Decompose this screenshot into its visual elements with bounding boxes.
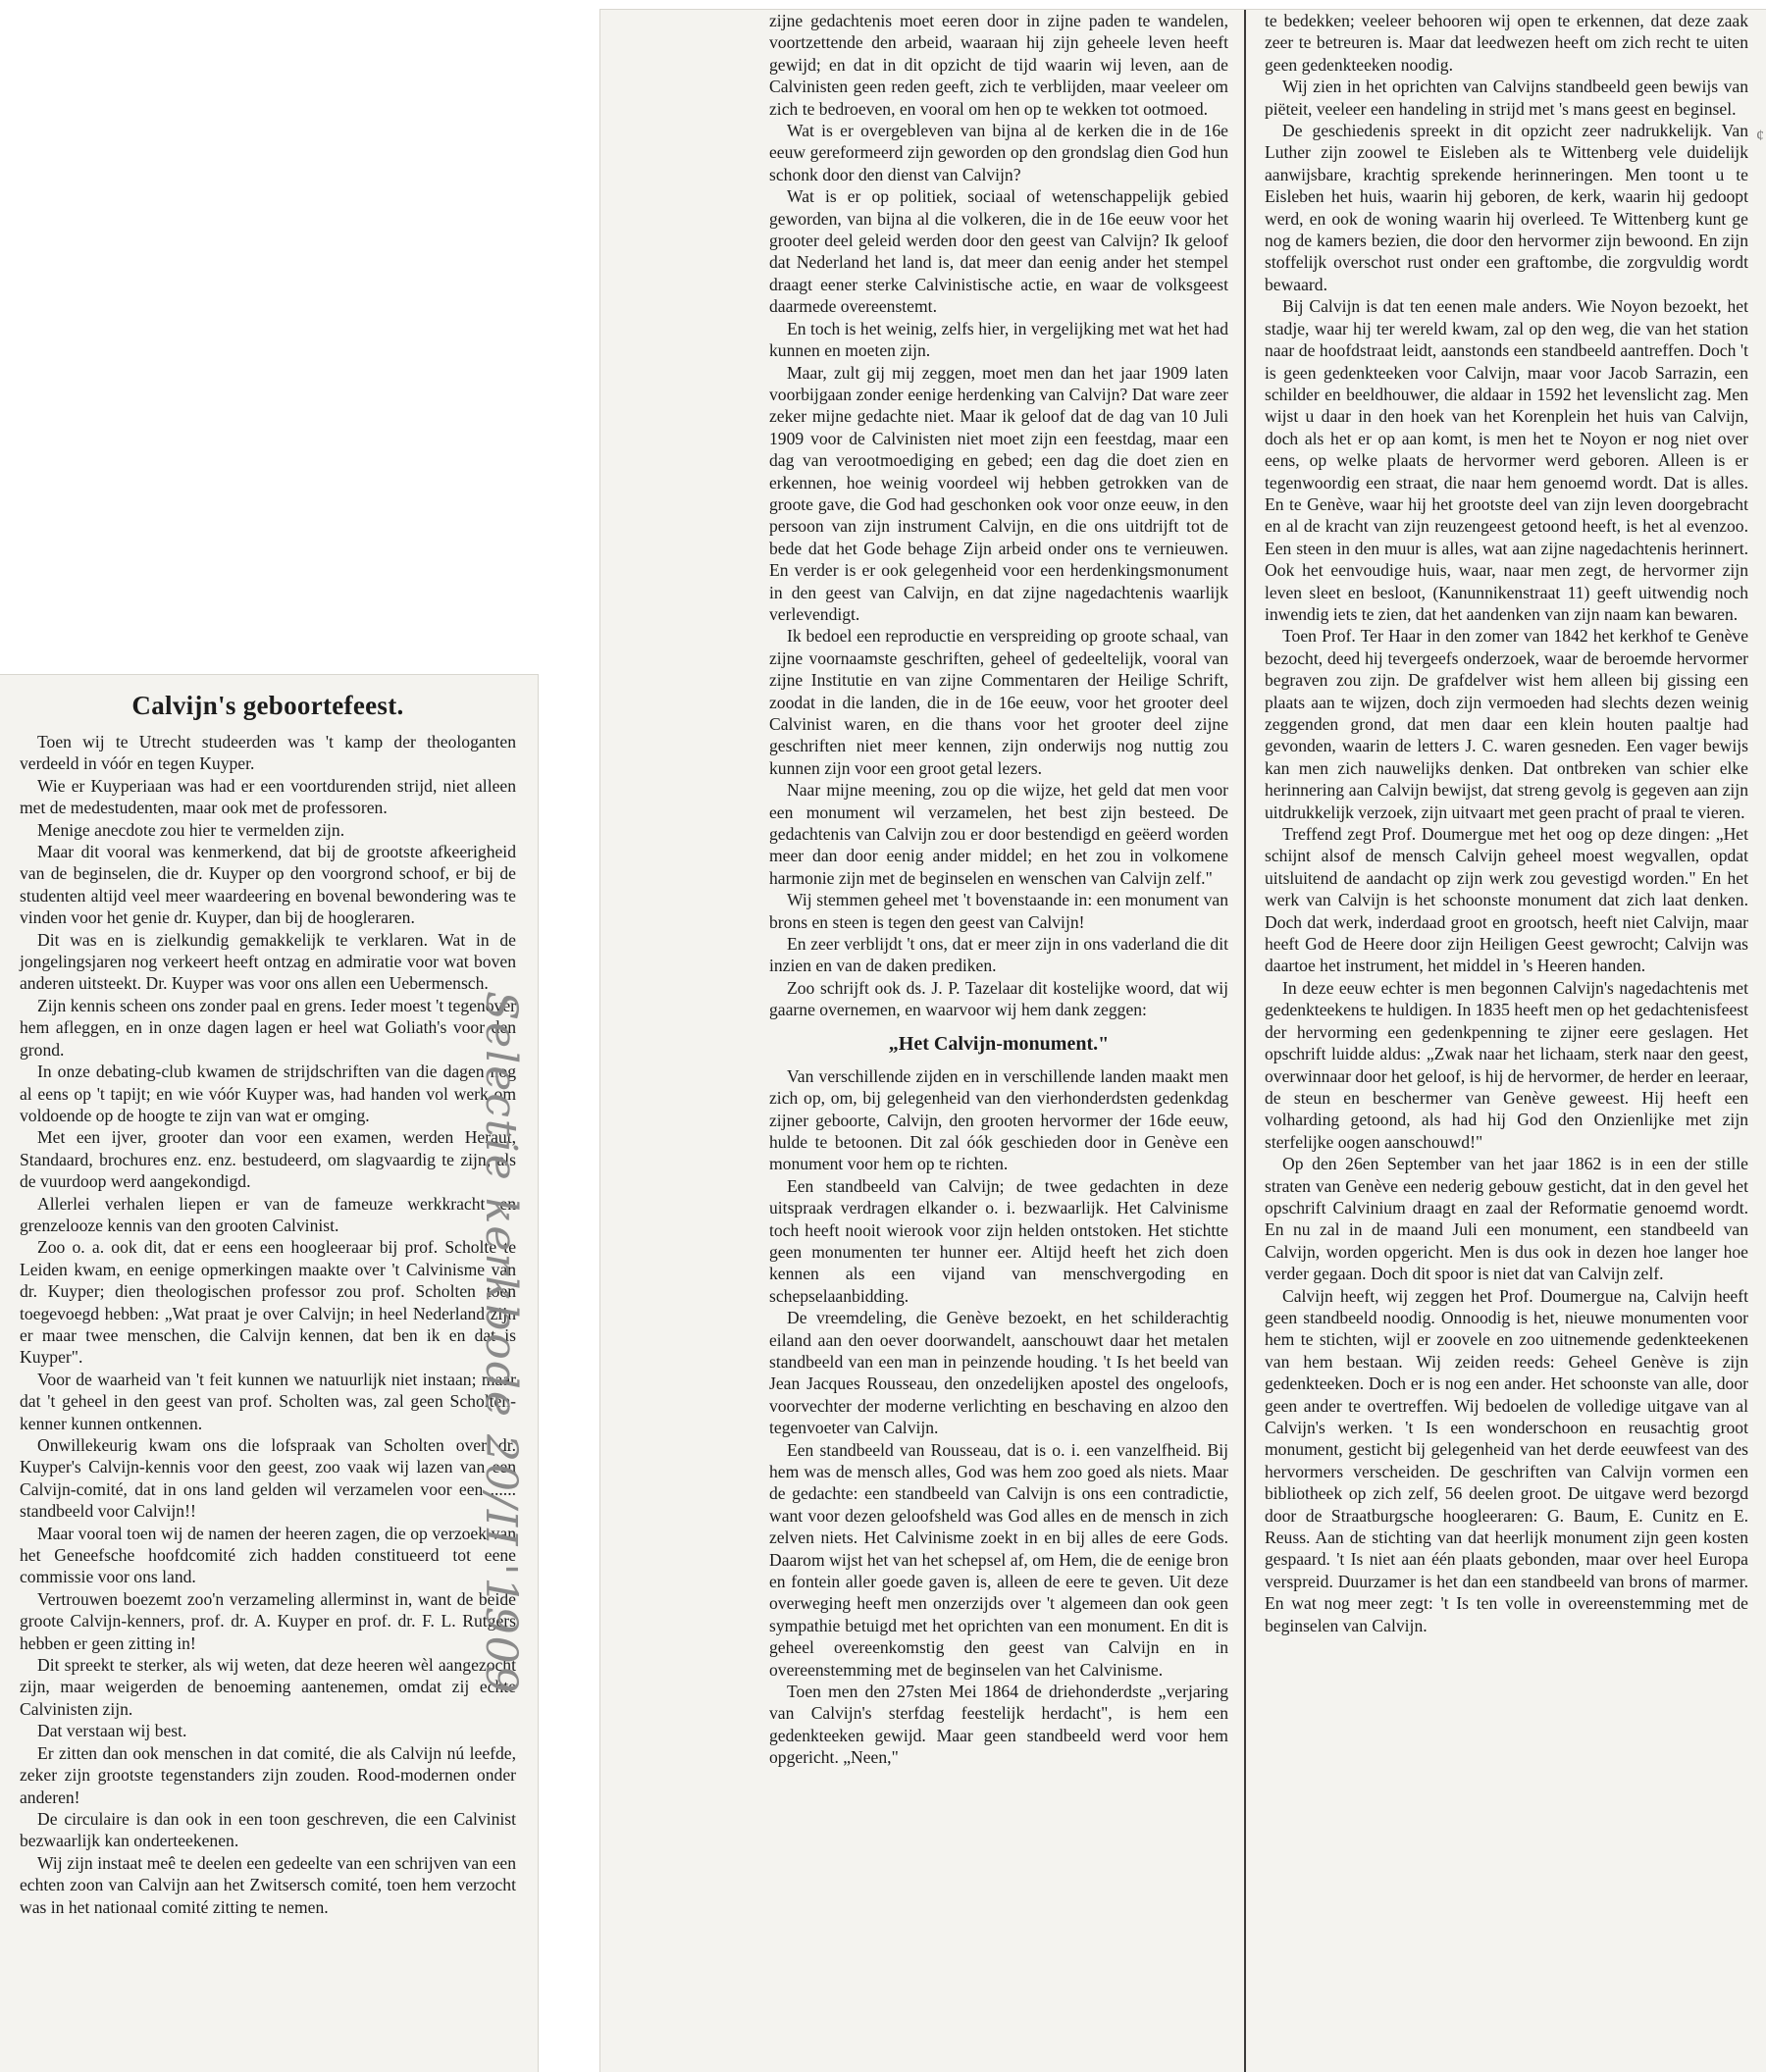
paragraph: En zeer verblijdt 't ons, dat er meer zijn in ons vaderland die dit inzien en van de daken prediken. xyxy=(769,934,1228,976)
paragraph: En toch is het weinig, zelfs hier, in vergelijking met wat het had kunnen en moeten zijn. xyxy=(769,318,1228,361)
paragraph: Op den 26en September van het jaar 1862 is in een der stille straten van Genève een nederig gebouw gesticht, dat in den gevel het opschrift Calvinium draagt en zaal der Reformatie genoemd wordt. En nu zal in de maand Juli een monument, een standbeeld van Calvijn, worden opgericht. Men is dus ook in dezen hoe langer hoe verder gegaan. Doch dit spoor is niet dat van Calvijn zelf. xyxy=(1265,1154,1748,1284)
paragraph: Maar vooral toen wij de namen der heeren zagen, die op verzoek van het Geneefsche hoofdcomité zich hadden constitueerd tot eene commissie voor ons land. xyxy=(20,1523,516,1587)
paragraph: Toen wij te Utrecht studeerden was 't kamp der theologanten verdeeld in vóór en tegen Kuyper. xyxy=(20,732,516,774)
left-article-body xyxy=(20,731,516,1918)
paragraph: In onze debating-club kwamen de strijdschriften van die dagen nog al eens op 't tapijt; en wie vóór Kuyper was, had handen vol werk om voldoende op de hoogte te zijn van wat er omging. xyxy=(20,1062,516,1125)
paragraph: Wie er Kuyperiaan was had er een voortdurenden strijd, niet alleen met de medestudenten, maar ook met de professoren. xyxy=(20,775,516,818)
paragraph: Zijn kennis scheen ons zonder paal en grens. Ieder moest 't tegenover hem afleggen, en in onze dagen lagen er heel wat Goliath's voor den grond. xyxy=(20,995,516,1060)
right-column xyxy=(1253,10,1758,2072)
paragraph: Onwillekeurig kwam ons die lofspraak van Scholten over dr. Kuyper's Calvijn-kennis voor den geest, zoo vaak wij lazen van een Calvijn-comité, dat in ons land gelden wil verzamelen voor een ...... standbeeld voor Calvijn!! xyxy=(20,1435,516,1522)
middle-column xyxy=(757,10,1238,2072)
left-clipping xyxy=(0,675,538,2072)
paragraph: Wat is er overgebleven van bijna al de kerken die in de 16e eeuw gereformeerd zijn geworden op den grondslag dien God hun schonk door den dienst van Calvijn? xyxy=(769,121,1228,184)
paragraph: In deze eeuw echter is men begonnen Calvijn's nagedachtenis met gedenkteekens te huldigen. In 1835 heeft men op het gedachtenisfeest der hervorming een gedenkpenning te zijner eere geslagen. Het opschrift luidde aldus: „Zwak naar het lichaam, sterk naar den geest, overwinnaar door het geloof, is hij de hervormer, de herder en leeraar, de steun en beschermer van Genève geweest. Hij heeft een volharding getoond, als had hij God den Onzienlijke met zijn sterfelijke oogen aanschouwd!" xyxy=(1265,977,1748,1152)
paragraph: De vreemdeling, die Genève bezoekt, en het schilderachtig eiland aan den oever doorwandelt, aanschouwt daar het metalen standbeeld van een man in peinzende houding. 't Is het beeld van Jean Jacques Rousseau, den onzedelijken apostel des ongeloofs, voorvechter der moderne verlichting en beschaving en alzoo den tegenvoeter van Calvijn. xyxy=(769,1308,1228,1438)
middle-column-body-top xyxy=(769,10,1228,1021)
paragraph: Allerlei verhalen liepen er van de fameuze werkkracht en grenzelooze kennis van den grooten Calvinist. xyxy=(20,1193,516,1235)
paragraph: Voor de waarheid van 't feit kunnen we natuurlijk niet instaan; maar dat 't geheel in den geest van prof. Scholten was, zal geen Scholten-kenner kunnen ontkennen. xyxy=(20,1369,516,1433)
paragraph: Maar dit vooral was kenmerkend, dat bij de grootste afkeerigheid van de beginselen, die dr. Kuyper op den voorgrond schoof, er bij de studenten altijd veel meer waardeering en bovenal bewondering was te vinden voor het genie dr. Kuyper, dan bij de hoogleraren. xyxy=(20,842,516,928)
right-column-body xyxy=(1265,10,1748,1636)
paragraph: zijne gedachtenis moet eeren door in zijne paden te wandelen, voortzettende den arbeid, waaraan hij zijn geheele leven heeft gewijd; en dat in dit opzicht de tijd waarin wij leven, aan de Calvinisten geen reden geeft, zich te verblijden, maar veeleer om zich te bedroeven, en vooral om hen op te wekken tot ootmoed. xyxy=(769,11,1228,119)
column-rule xyxy=(1244,10,1246,2072)
paragraph: Vertrouwen boezemt zoo'n verzameling allerminst in, want de beide groote Calvijn-kenners, prof. dr. A. Kuyper en prof. dr. F. L. Rutgers hebben er geen zitting in! xyxy=(20,1588,516,1653)
paragraph: Maar, zult gij mij zeggen, moet men dan het jaar 1909 laten voorbijgaan zonder eenige herdenking van Calvijn? Dat ware zeer zeker mijne gedachte niet. Maar ik geloof dat de dag van 10 Juli 1909 voor de Calvinisten niet moet zijn een feestdag, maar een dag van verootmoediging en gebed; een dag die doet zien en erkennen, hoe weinig voordeel wij hebben getrokken van de groote gave, die God had geschonken ook voor onze eeuw, in den persoon van zijn instrument Calvijn, en die ons uitdrijft tot de bede dat het Gode behage Zijn arbeid onder ons te vernieuwen. En verder is er ook gelegenheid voor een herdenkingsmonument in den geest van Calvijn, en dat zijne nagedachtenis waarlijk verlevendigt. xyxy=(769,362,1228,624)
middle-column-body-bottom xyxy=(769,1065,1228,1769)
paragraph: Ik bedoel een reproductie en verspreiding op groote schaal, van zijne voornaamste geschriften, geheel of gedeeltelijk, vooral van zijne Institutie en van zijne Commentaren der Heilige Schrift, zoodat in die landen, die in de 16e eeuw, voor het grooter deel Calvinist waren, en die thans voor het grooter deel zijne geschriften niet meer kennen, zijn onderwijs nog nuttig zou kunnen zijn voor een groot getal lezers. xyxy=(769,626,1228,778)
article-title: Calvijn's geboortefeest. xyxy=(131,691,404,720)
paragraph: Dit was en is zielkundig gemakkelijk te verklaren. Wat in de jongelingsjaren nog verkeert heeft ontzag en admiratie voor wat boven anderen uitsteekt. Dr. Kuyper was voor ons allen een Uebermensch. xyxy=(20,929,516,994)
paragraph: Dat verstaan wij best. xyxy=(37,1721,187,1741)
paragraph: Een standbeeld van Calvijn; de twee gedachten in deze uitspraak verdragen elkander o. i. bezwaarlijk. Het Calvinisme toch heeft nooit wierook voor zijn helden ontstoken. Het stichtte geen monumenten ter hunner eer. Altijd heeft het zich doen kennen als een vijand van menschvergoding en schepselaanbidding. xyxy=(769,1175,1228,1306)
paragraph: Wij zijn instaat meê te deelen een gedeelte van een schrijven van een echten zoon van Calvijn aan het Zwitsersch comité, toen hem verzocht was in het nationaal comité zitting te nemen. xyxy=(20,1852,516,1917)
paragraph: Met een ijver, grooter dan voor een examen, werden Heraut, Standaard, brochures enz. enz. bestudeerd, om slagvaardig te zijn, als de vuurdoop werd aangekondigd. xyxy=(20,1127,516,1192)
paragraph: Van verschillende zijden en in verschillende landen maakt men zich op, om, bij gelegenheid van den vierhonderdsten gedenkdag zijner geboorte, Calvijn, den grooten hervormer der 16de eeuw, hulde te betoonen. Dit zal óók geschieden door in Genève een monument voor hem op te richten. xyxy=(769,1065,1228,1174)
paragraph: De geschiedenis spreekt in dit opzicht zeer nadrukkelijk. Van Luther zijn zoowel te Eisleben als te Wittenberg vele duidelijk aanwijsbare, krachtig sprekende herinneringen. Men toont u te Eisleben het huis, waarin hij geboren, de kerk, waarin hij gedoopt werd, en ook de woning waarin hij overleed. Te Wittenberg kunt ge nog de kamers bezien, die door den hervormer zijn bewoond. En zijn stoffelijk overschot rust onder een graftombe, die zorgvuldig wordt bewaard. xyxy=(1265,121,1748,294)
paragraph: Naar mijne meening, zou op die wijze, het geld dat men voor een monument wil verzamelen, het best zijn besteed. De gedachtenis van Calvijn zou er door bestendigd en geëerd worden meer dan door eenig ander middel; en het zou in volkomene harmonie zijn met de beginselen en wenschen van Calvijn zelf." xyxy=(769,780,1228,888)
paragraph: Wat is er op politiek, sociaal of wetenschappelijk gebied geworden, van bijna al die volkeren, die in de 16e eeuw voor het grooter deel geleid werden door den geest van Calvijn? Ik geloof dat Nederland het land is, dat meer dan eenig ander het stempel draagt eener sterke Calvinistische actie, en waar de volksgeest daarmede overeenstemt. xyxy=(769,186,1228,317)
paragraph: Er zitten dan ook menschen in dat comité, die als Calvijn nú leefde, zeker zijn grootste tegenstanders zijn zouden. Rood-modernen onder anderen! xyxy=(20,1742,516,1807)
paragraph: Zoo o. a. ook dit, dat er eens een hoogleeraar bij prof. Scholte te Leiden kwam, en eenige opmerkingen maakte over 't Calvinisme van dr. Kuyper; dien theologischen professor zou prof. Scholten toen toegevoegd hebben: „Wat praat je over Calvijn; in heel Nederland zijn er maar twee menschen, die Calvijn kennen, dat ben ik en dat is Kuyper". xyxy=(20,1237,516,1368)
paragraph: Wij zien in het oprichten van Calvijns standbeeld geen bewijs van piëteit, veeleer een handeling in strijd met 's mans geest en beginsel. xyxy=(1265,77,1748,119)
handwritten-annotation: Selectie kerkbode 20/II '1909 xyxy=(476,991,526,1695)
paragraph: te bedekken; veeleer behooren wij open te erkennen, dat deze zaak zeer te betreuren is. Maar dat leedwezen heeft om zich recht te uiten geen gedenkteeken noodig. xyxy=(1265,11,1748,75)
paragraph: Treffend zegt Prof. Doumergue met het oog op deze dingen: „Het schijnt alsof de mensch Calvijn geheel moest wegvallen, opdat uitsluitend de aandacht op zijn werk zou gevestigd worden." En het werk van Calvijn is het schoonste monument dat zich laat denken. Doch dat werk, inderdaad groot en grootsch, heeft niet Calvijn, maar heeft God de Heere door zijn Heiligen Geest gewrocht; Calvijn was daartoe het instrument, het middel in 's Heeren handen. xyxy=(1265,824,1748,976)
paragraph: Zoo schrijft ook ds. J. P. Tazelaar dit kostelijke woord, dat wij gaarne overnemen, en waarvoor wij hem dank zeggen: xyxy=(769,977,1228,1020)
paragraph: Toen Prof. Ter Haar in den zomer van 1842 het kerkhof te Genève bezocht, deed hij tevergeefs onderzoek, waar de beroemde hervormer begraven zou zijn. De grafdelver wist hem alleen bij gissing een plaats aan te wijzen, doch zijn vermoeden had slechts dezen weinig zeggenden grond, dat men daar een klein houten paaltje had gevonden, waarin de letters J. C. waren gesneden. Een vager bewijs kan men zich nauwelijks denken. Dat ontbreken van schier elke herinnering aan Calvijn bewijst, dat streng gevolg is gegeven aan zijn uitdrukkelijk verzoek, zijn uitvaart met geen pracht of praal te vieren. xyxy=(1265,626,1748,822)
paragraph: De circulaire is dan ook in een toon geschreven, die een Calvinist bezwaarlijk kan onderteekenen. xyxy=(20,1808,516,1851)
paragraph: Een standbeeld van Rousseau, dat is o. i. een vanzelfheid. Bij hem was de mensch alles, God was hem zoo goed als niets. Maar de gedachte: een standbeeld van Calvijn is ons een contradictie, want voor dezen geloofsheld was God alles en de mensch in zich zelven niets. Het Calvinisme zoekt in en bij alles de eere Gods. Daarom wijst het van het schepsel af, om Hem, die de eenige bron en fontein aller goede gaven is, alleen de eere te geven. Uit deze overweging heeft men onzerzijds over 't algemeen dan ook geen sympathie betuigd met het oprichten van een monument. En dit is geheel overeenkomstig den geest van Calvijn en in overeenstemming met de beginselen van het Calvinisme. xyxy=(769,1439,1228,1680)
paragraph: Dit spreekt te sterker, als wij weten, dat deze heeren wèl aangezocht zijn, maar weigerden de benoeming aantenemen, omdat zij echte Calvinisten zijn. xyxy=(20,1655,516,1719)
paragraph: Bij Calvijn is dat ten eenen male anders. Wie Noyon bezoekt, het stadje, waar hij ter wereld kwam, zal op den weg, die van het station naar de hoofdstraat leidt, aanstonds een standbeeld aantreffen. Doch 't is geen gedenkteeken voor Calvijn, maar voor Jacob Sarrazin, een schilder en beeldhouwer, die aldaar in 1592 het levenslicht zag. Men wijst u daar in den hoek van het Korenplein het huis van Calvijn, doch als het er op aan komt, is men het te Noyon er nog niet over eens, op welke plaats de hervormer werd geboren. Alleen is er tegenwoordig een straat, die naar hem genoemd wordt. Dat is alles. En te Genève, waar hij het grootste deel van zijn leven doorgebracht en al de kracht van zijn reuzengeest getoond heeft, is het al evenzoo. Een steen in den muur is alles, wat aan zijne nagedachtenis herinnert. Ook het eenvoudige huis, waar, naar men zegt, de hervormer zijn leven sleet en besloot, (Kanunnikenstraat 11) geeft uitwendig noch inwendig iets te zien, dat het aandenken van zijn naam kan bewaren. xyxy=(1265,296,1748,624)
paragraph: Menige anecdote zou hier te vermelden zijn. xyxy=(37,819,345,840)
right-clipping xyxy=(600,10,1766,2072)
paragraph: Calvijn heeft, wij zeggen het Prof. Doumergue na, Calvijn heeft geen standbeeld noodig. Onnoodig is het, nieuwe monumenten voor hem te stichten, wijl er zoovele en zoo uitnemende gedenkteekenen van hem bestaan. Wij zeiden reeds: Geheel Genève is zijn gedenkteeken. Doch er is nog een ander. Het schoonste van alle, door geen ander te overtreffen. Wij bedoelen de volledige uitgave van al Calvijn's werken. 't Is een wonderschoon en reusachtig groot monument, gesticht bij gelegenheid van het derde eeuwfeest van des hervormers verscheiden. De geschriften van Calvijn vormen een bibliotheek op zich zelf, 56 deelen groot. De uitgave werd bezorgd door de Straatburgsche hoogleeraren: G. Baum, E. Cunitz en E. Reuss. Aan de stichting van dat heerlijk monument zijn geen kosten gespaard. 't Is niet aan één plaats gebonden, maar over heel Europa verspreid. Duurzamer is het dan een standbeeld van brons of marmer. En wat nog meer zegt: 't Is ten volle in overeenstemming met de beginselen van Calvijn. xyxy=(1265,1285,1748,1635)
margin-mark: ¢ xyxy=(1756,128,1764,144)
paragraph: Wij stemmen geheel met 't bovenstaande in: een monument van brons en steen is tegen den geest van Calvijn! xyxy=(769,890,1228,932)
section-subheading: „Het Calvijn-monument." xyxy=(888,1032,1110,1055)
paragraph: Toen men den 27sten Mei 1864 de driehonderdste „verjaring van Calvijn's sterfdag feestelijk herdacht", is hem een gedenkteeken gewijd. Maar geen standbeeld werd voor hem opgericht. „Neen," xyxy=(769,1682,1228,1768)
